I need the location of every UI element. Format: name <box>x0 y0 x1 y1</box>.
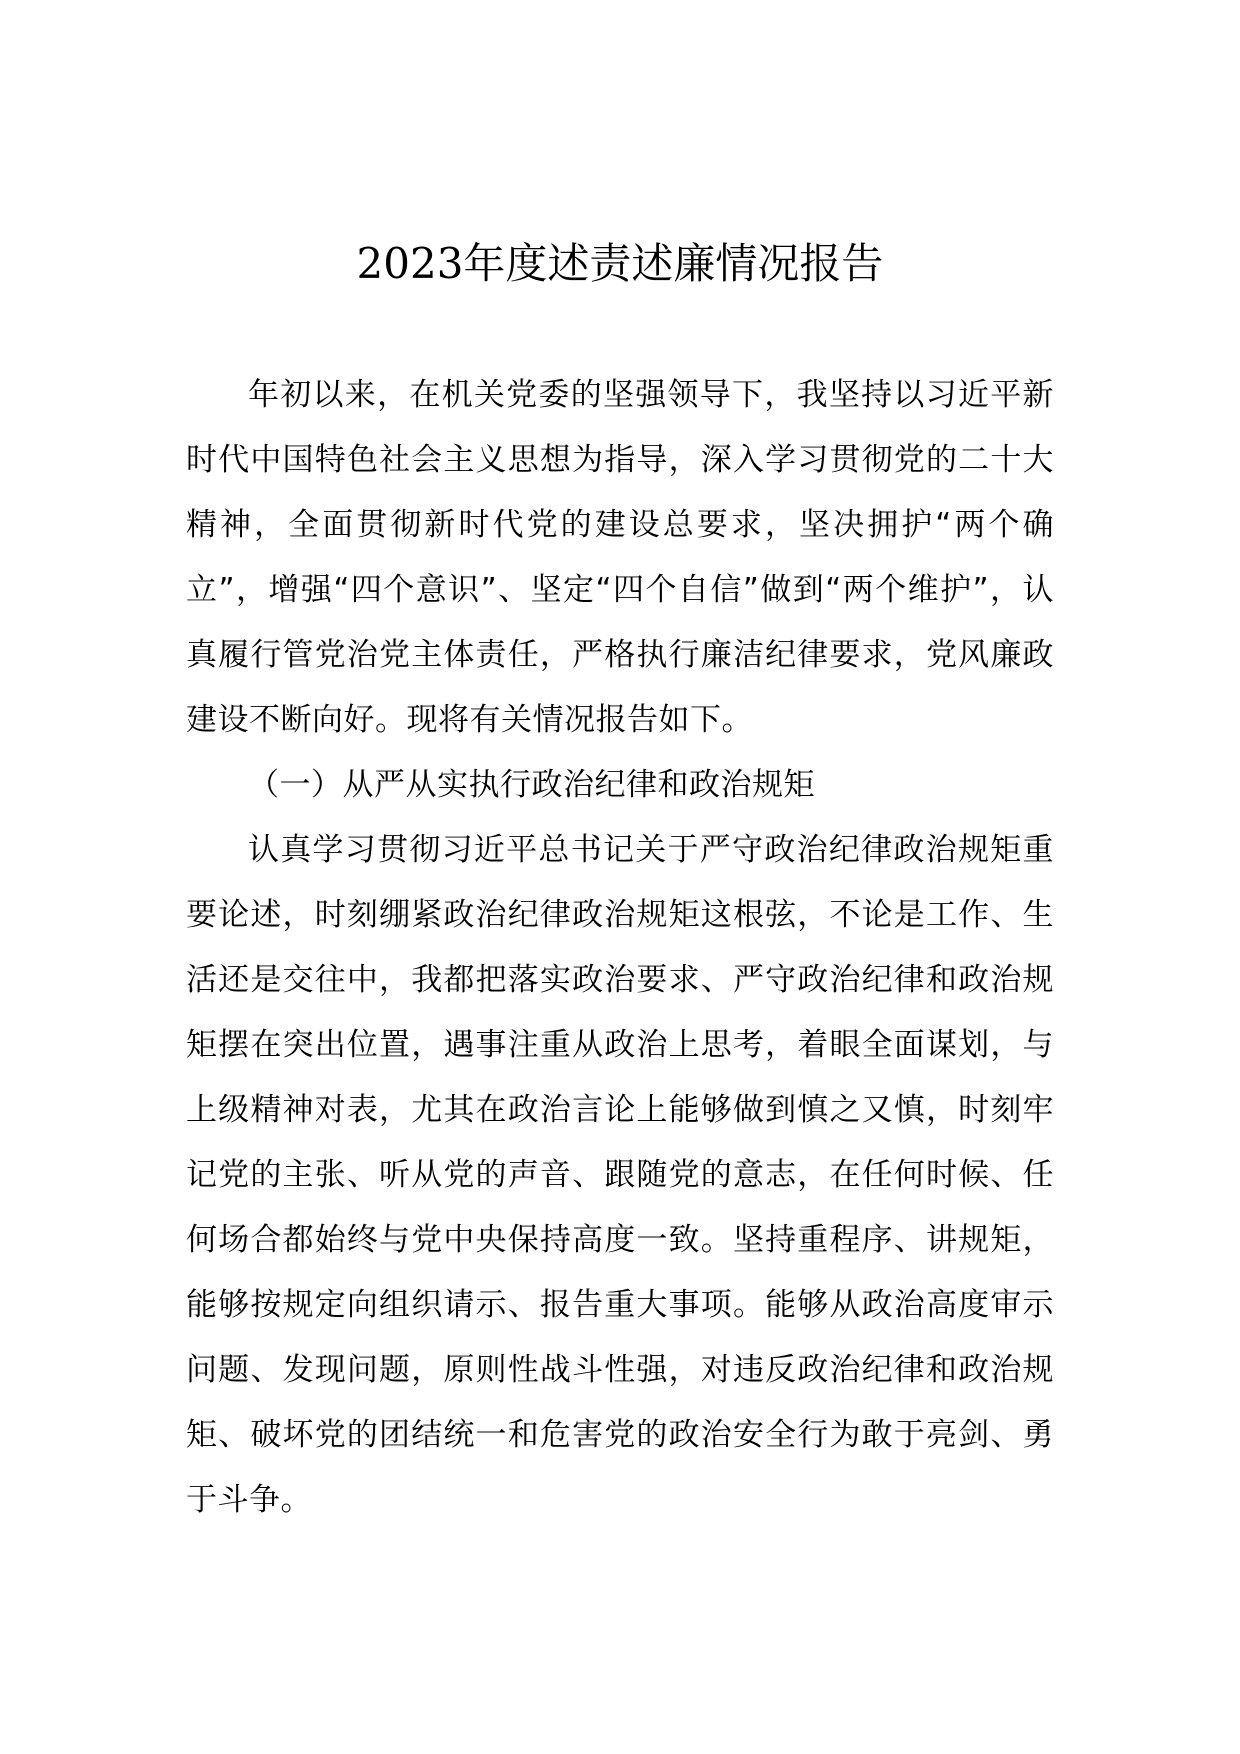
intro-paragraph: 年初以来，在机关党委的坚强领导下，我坚持以习近平新时代中国特色社会主义思想为指导，深入学习贯彻党的二十大精神，全面贯彻新时代党的建设总要求，坚决拥护“两个确立”，增强“四个意识”、坚定“四个自信”做到“两个维护”，认真履行管党治党主体责任，严格执行廉洁纪律要求，党风廉政建设不断向好。现将有关情况报告如下。 <box>186 377 1054 738</box>
section-paragraph: 认真学习贯彻习近平总书记关于严守政治纪律政治规矩重要论述，时刻绷紧政治纪律政治规矩这根弦，不论是工作、生活还是交往中，我都把落实政治要求、严守政治纪律和政治规矩摆在突出位置，遇事注重从政治上思考，着眼全面谋划，与上级精神对表，尤其在政治言论上能够做到慎之又慎，时刻牢记党的主张、听从党的声音、跟随党的意志，在任何时候、任何场合都始终与党中央保持高度一致。坚持重程序、讲规矩，能够按规定向组织请示、报告重大事项。能够从政治高度审示问题、发现问题，原则性战斗性强，对违反政治纪律和政治规矩、破坏党的团结统一和危害党的政治安全行为敢于亮剑、勇于斗争。 <box>186 832 1054 1518</box>
document-title: 2023年度述责述廉情况报告 <box>356 239 884 288</box>
document-body <box>186 363 1054 1533</box>
section-heading: （一）从严从实执行政治纪律和政治规矩 <box>248 767 815 803</box>
